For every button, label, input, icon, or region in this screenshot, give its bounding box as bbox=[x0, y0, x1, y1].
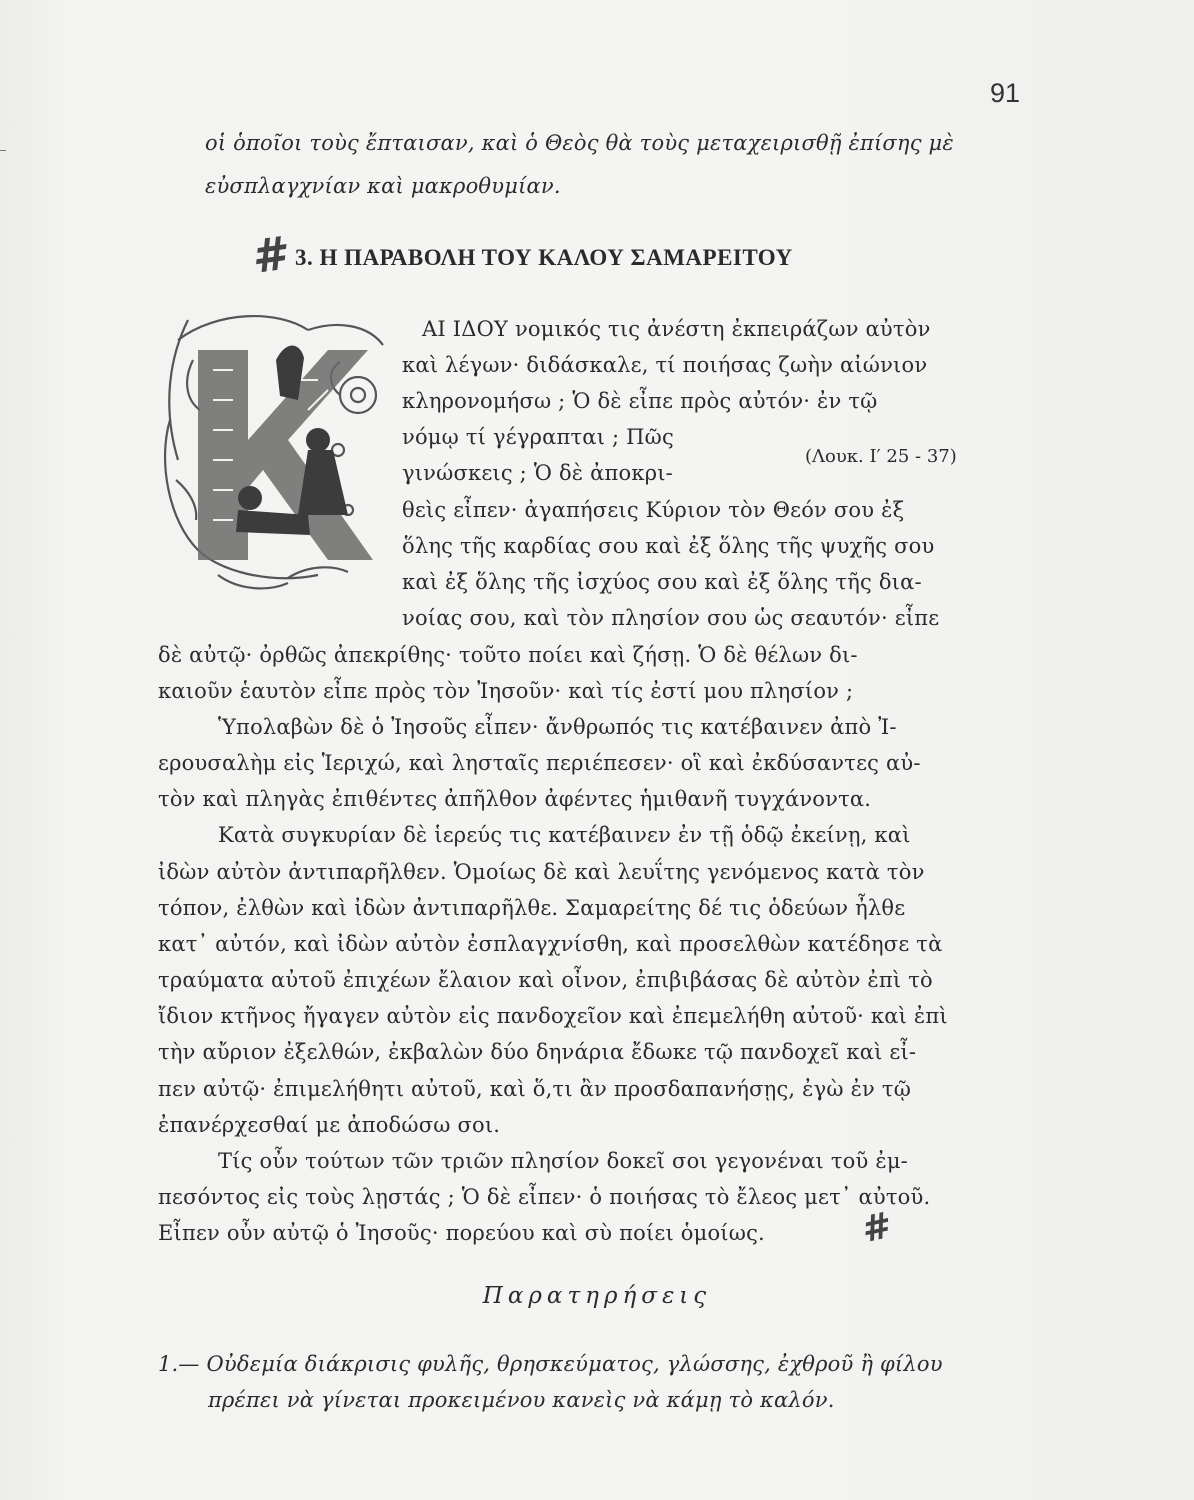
intro-line: οἱ ὁποῖοι τοὺς ἔπταισαν, καὶ ὁ Θεὸς θὰ τοὺς μεταχειρισθῇ ἐπίσης μὲ bbox=[205, 131, 954, 155]
wrapped-line: θεὶς εἶπεν· ἀγαπήσεις Κύριον τὸν Θεόν σου ἐξ bbox=[402, 498, 905, 522]
wrapped-line: νόμῳ τί γέγραπται ; Πῶς bbox=[402, 425, 674, 449]
body-line: πεσόντος εἰς τοὺς λῃστάς ; Ὁ δὲ εἶπεν· ὁ ποιήσας τὸ ἔλεος μετ᾽ αὐτοῦ. bbox=[158, 1185, 931, 1209]
body-line: καιοῦν ἑαυτὸν εἶπε πρὸς τὸν Ἰησοῦν· καὶ τίς ἐστί μου πλησίον ; bbox=[158, 679, 854, 703]
handwritten-hash-mark: # bbox=[858, 1205, 892, 1252]
body-line: ἴδιον κτῆνος ἤγαγεν αὐτὸν εἰς πανδοχεῖον καὶ ἐπεμελήθη αὐτοῦ· καὶ ἐπὶ bbox=[158, 1004, 948, 1028]
body-line: ερουσαλὴμ εἰς Ἱεριχώ, καὶ λησταῖς περιέπεσεν· οἳ καὶ ἐκδύσαντες αὐ- bbox=[158, 751, 921, 775]
wrapped-line: ὅλης τῆς καρδίας σου καὶ ἐξ ὅλης τῆς ψυχῆς σου bbox=[402, 534, 935, 558]
body-line: δὲ αὐτῷ· ὀρθῶς ἀπεκρίθης· τοῦτο ποίει καὶ ζήσῃ. Ὁ δὲ θέλων δι- bbox=[158, 643, 858, 667]
body-line: Εἶπεν οὖν αὐτῷ ὁ Ἰησοῦς· πορεύου καὶ σὺ ποίει ὁμοίως. bbox=[158, 1221, 765, 1245]
page-number: 91 bbox=[989, 78, 1020, 108]
intro-line: εὐσπλαγχνίαν καὶ μακροθυμίαν. bbox=[205, 174, 561, 198]
wrapped-line: γινώσκεις ; Ὁ δὲ ἀποκρι- bbox=[402, 461, 673, 485]
margin-mark bbox=[0, 150, 6, 151]
observations-title: Παρατηρήσεις bbox=[482, 1283, 712, 1309]
body-line: τὴν αὔριον ἐξελθών, ἐκβαλὼν δύο δηνάρια ἔδωκε τῷ πανδοχεῖ καὶ εἶ- bbox=[158, 1040, 917, 1064]
body-line: τόπον, ἐλθὼν καὶ ἰδὼν ἀντιπαρῆλθε. Σαμαρείτης δέ τις ὁδεύων ἦλθε bbox=[158, 896, 906, 920]
wrapped-line: κληρονομήσω ; Ὁ δὲ εἶπε πρὸς αὐτόν· ἐν τῷ bbox=[402, 389, 878, 413]
observation-line: πρέπει νὰ γίνεται προκειμένου κανεὶς νὰ κάμῃ τὸ καλόν. bbox=[208, 1388, 835, 1412]
body-line: Τίς οὖν τούτων τῶν τριῶν πλησίον δοκεῖ σοι γεγονέναι τοῦ ἐμ- bbox=[218, 1149, 908, 1173]
body-line: ἰδὼν αὐτὸν ἀντιπαρῆλθεν. Ὁμοίως δὲ καὶ λευΐτης γενόμενος κατὰ τὸν bbox=[158, 860, 925, 884]
observation-line: 1.— Οὐδεμία διάκρισις φυλῆς, θρησκεύματος, γλώσσης, ἐχθροῦ ἢ φίλου bbox=[158, 1352, 943, 1376]
handwritten-hash-mark: # bbox=[248, 226, 288, 284]
body-line: Κατὰ συγκυρίαν δὲ ἱερεύς τις κατέβαινεν ἐν τῇ ὁδῷ ἐκείνῃ, καὶ bbox=[218, 823, 911, 847]
body-line: τραύματα αὐτοῦ ἐπιχέων ἔλαιον καὶ οἶνον, ἐπιβιβάσας δὲ αὐτὸν ἐπὶ τὸ bbox=[158, 968, 933, 992]
wrapped-line: νοίας σου, καὶ τὸν πλησίον σου ὡς σεαυτόν· εἶπε bbox=[402, 606, 940, 630]
wrapped-line: καὶ ἐξ ὅλης τῆς ἰσχύος σου καὶ ἐξ ὅλης τῆς δια- bbox=[402, 570, 922, 594]
drop-cap-illustration bbox=[158, 300, 398, 600]
body-line: κατ᾽ αὐτόν, καὶ ἰδὼν αὐτὸν ἐσπλαγχνίσθη, καὶ προσελθὼν κατέδησε τὰ bbox=[158, 932, 943, 956]
wrapped-line: ΑΙ ΙΔΟΥ νομικός τις ἀνέστη ἐκπειράζων αὐτὸν bbox=[422, 317, 931, 341]
body-line: πεν αὐτῷ· ἐπιμελήθητι αὐτοῦ, καὶ ὅ,τι ἂν προσδαπανήσῃς, ἐγὼ ἐν τῷ bbox=[158, 1077, 912, 1101]
body-line: τὸν καὶ πληγὰς ἐπιθέντες ἀπῆλθον ἀφέντες ἡμιθανῆ τυγχάνοντα. bbox=[158, 787, 872, 811]
wrapped-line: καὶ λέγων· διδάσκαλε, τί ποιήσας ζωὴν αἰώνιον bbox=[402, 353, 928, 377]
body-line: Ὑπολαβὼν δὲ ὁ Ἰησοῦς εἶπεν· ἄνθρωπός τις κατέβαινεν ἀπὸ Ἰ- bbox=[218, 715, 897, 739]
section-heading: 3. Η ΠΑΡΑΒΟΛΗ ΤΟΥ ΚΑΛΟΥ ΣΑΜΑΡΕΙΤΟΥ bbox=[295, 245, 793, 270]
scripture-citation: (Λουκ. Ι′ 25 - 37) bbox=[805, 446, 957, 467]
body-line: ἐπανέρχεσθαί με ἀποδώσω σοι. bbox=[158, 1113, 501, 1137]
